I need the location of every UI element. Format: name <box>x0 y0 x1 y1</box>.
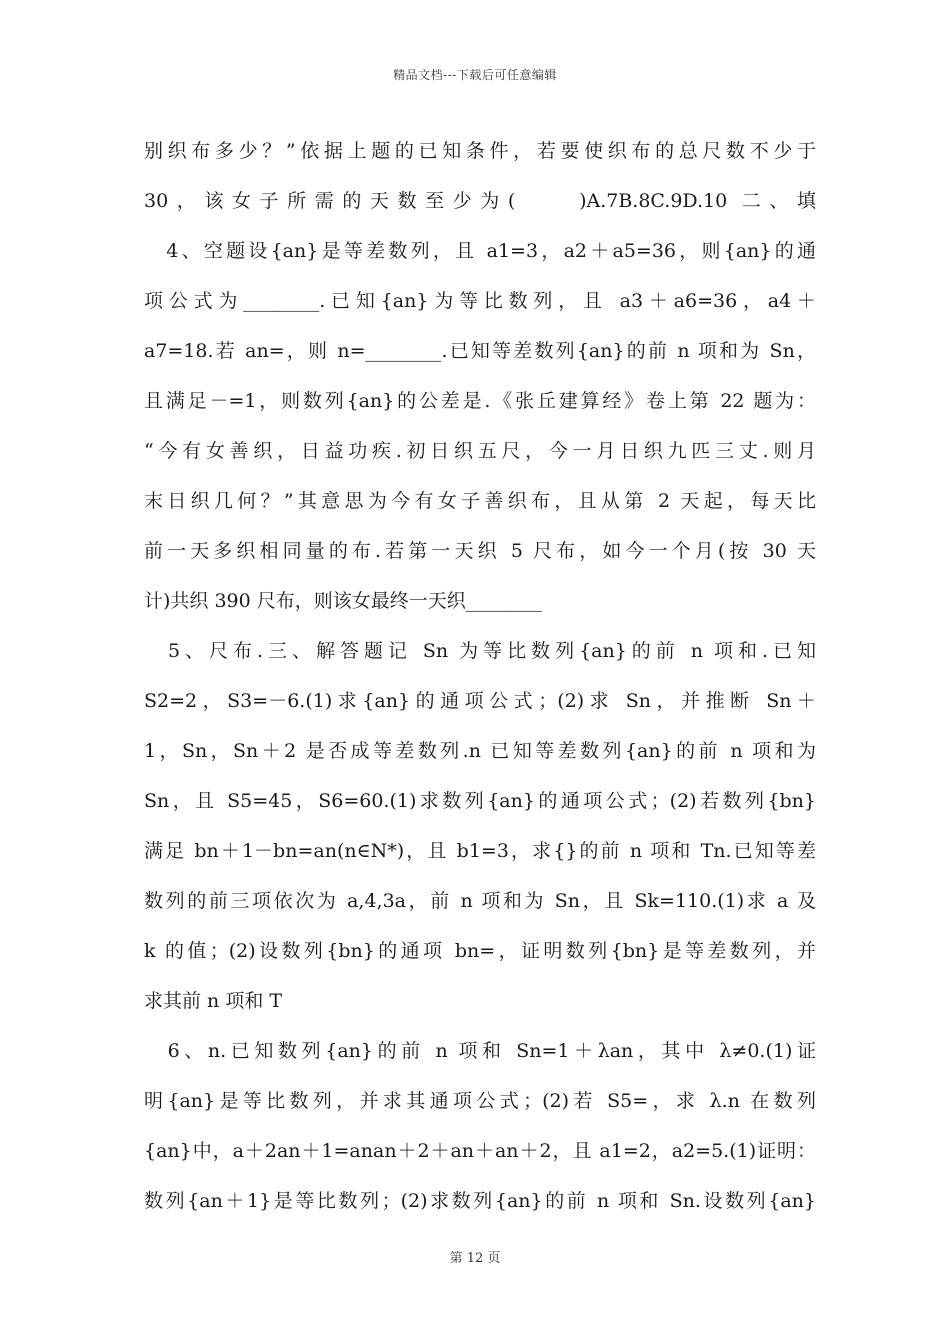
text-line: S2=2，S3=－6.(1)求{an}的通项公式；(2)求 Sn，并推断 Sn＋ <box>144 690 816 712</box>
text-line: 且满足－=1，则数列{an}的公差是.《张丘建算经》卷上第 22 题为： <box>144 390 816 412</box>
text-line: 数列{an＋1}是等比数列；(2)求数列{an}的前 n 项和 Sn.设数列{an} <box>144 1190 816 1212</box>
text-line: 5、尺布.三、解答题记 Sn 为等比数列{an}的前 n 项和.已知 <box>144 640 816 662</box>
text-line: 4、空题设{an}是等差数列，且 a1=3，a2＋a5=36，则{an}的通 <box>144 240 816 262</box>
text-line: 6、n.已知数列{an}的前 n 项和 Sn=1＋λan，其中 λ≠0.(1)证 <box>144 1040 816 1062</box>
paragraph <box>144 226 816 626</box>
document-body <box>144 126 816 1226</box>
text-line: 计)共织 390 尺布，则该女最终一天织________ <box>144 590 542 612</box>
text-line: 末日织几何？”其意思为今有女子善织布，且从第 2 天起，每天比 <box>144 490 816 512</box>
text-line: a7=18.若 an=，则 n=________.已知等差数列{an}的前 n 项和为 Sn， <box>144 340 816 362</box>
paragraph <box>144 126 816 226</box>
text-line: 明{an}是等比数列，并求其通项公式；(2)若 S5=，求 λ.n 在数列 <box>144 1090 816 1112</box>
text-line: 前一天多织相同量的布.若第一天织 5 尺布，如今一个月(按 30 天 <box>144 540 816 562</box>
text-line: 30，该女子所需的天数至少为( )A.7B.8C.9D.10 二、填 <box>144 190 816 212</box>
text-line: 数列的前三项依次为 a,4,3a，前 n 项和为 Sn，且 Sk=110.(1)求 a 及 <box>144 890 816 912</box>
paragraph <box>144 626 816 1026</box>
page-header: 精品文档---下载后可任意编辑 <box>393 68 557 82</box>
text-line: 求其前 n 项和 T <box>144 990 283 1012</box>
text-line: “今有女善织，日益功疾.初日织五尺，今一月日织九匹三丈.则月 <box>144 440 816 462</box>
text-line: k 的值；(2)设数列{bn}的通项 bn=，证明数列{bn}是等差数列，并 <box>144 940 816 962</box>
text-line: Sn，且 S5=45，S6=60.(1)求数列{an}的通项公式；(2)若数列{bn} <box>144 790 816 812</box>
text-line: 别织布多少？”依据上题的已知条件，若要使织布的总尺数不少于 <box>144 140 816 162</box>
page-number: 第 12 页 <box>449 1251 501 1266</box>
paragraph <box>144 1026 816 1226</box>
text-line: {an}中，a＋2an＋1=anan＋2＋an＋an＋2，且 a1=2，a2=5.(1)证明： <box>144 1140 816 1162</box>
text-line: 1，Sn，Sn＋2 是否成等差数列.n 已知等差数列{an}的前 n 项和为 <box>144 740 816 762</box>
text-line: 满足 bn＋1－bn=an(n∈N*)，且 b1=3，求{}的前 n 项和 Tn.已知等差 <box>144 840 816 862</box>
text-line: 项公式为________.已知{an}为等比数列，且 a3＋a6=36，a4＋ <box>144 290 816 312</box>
